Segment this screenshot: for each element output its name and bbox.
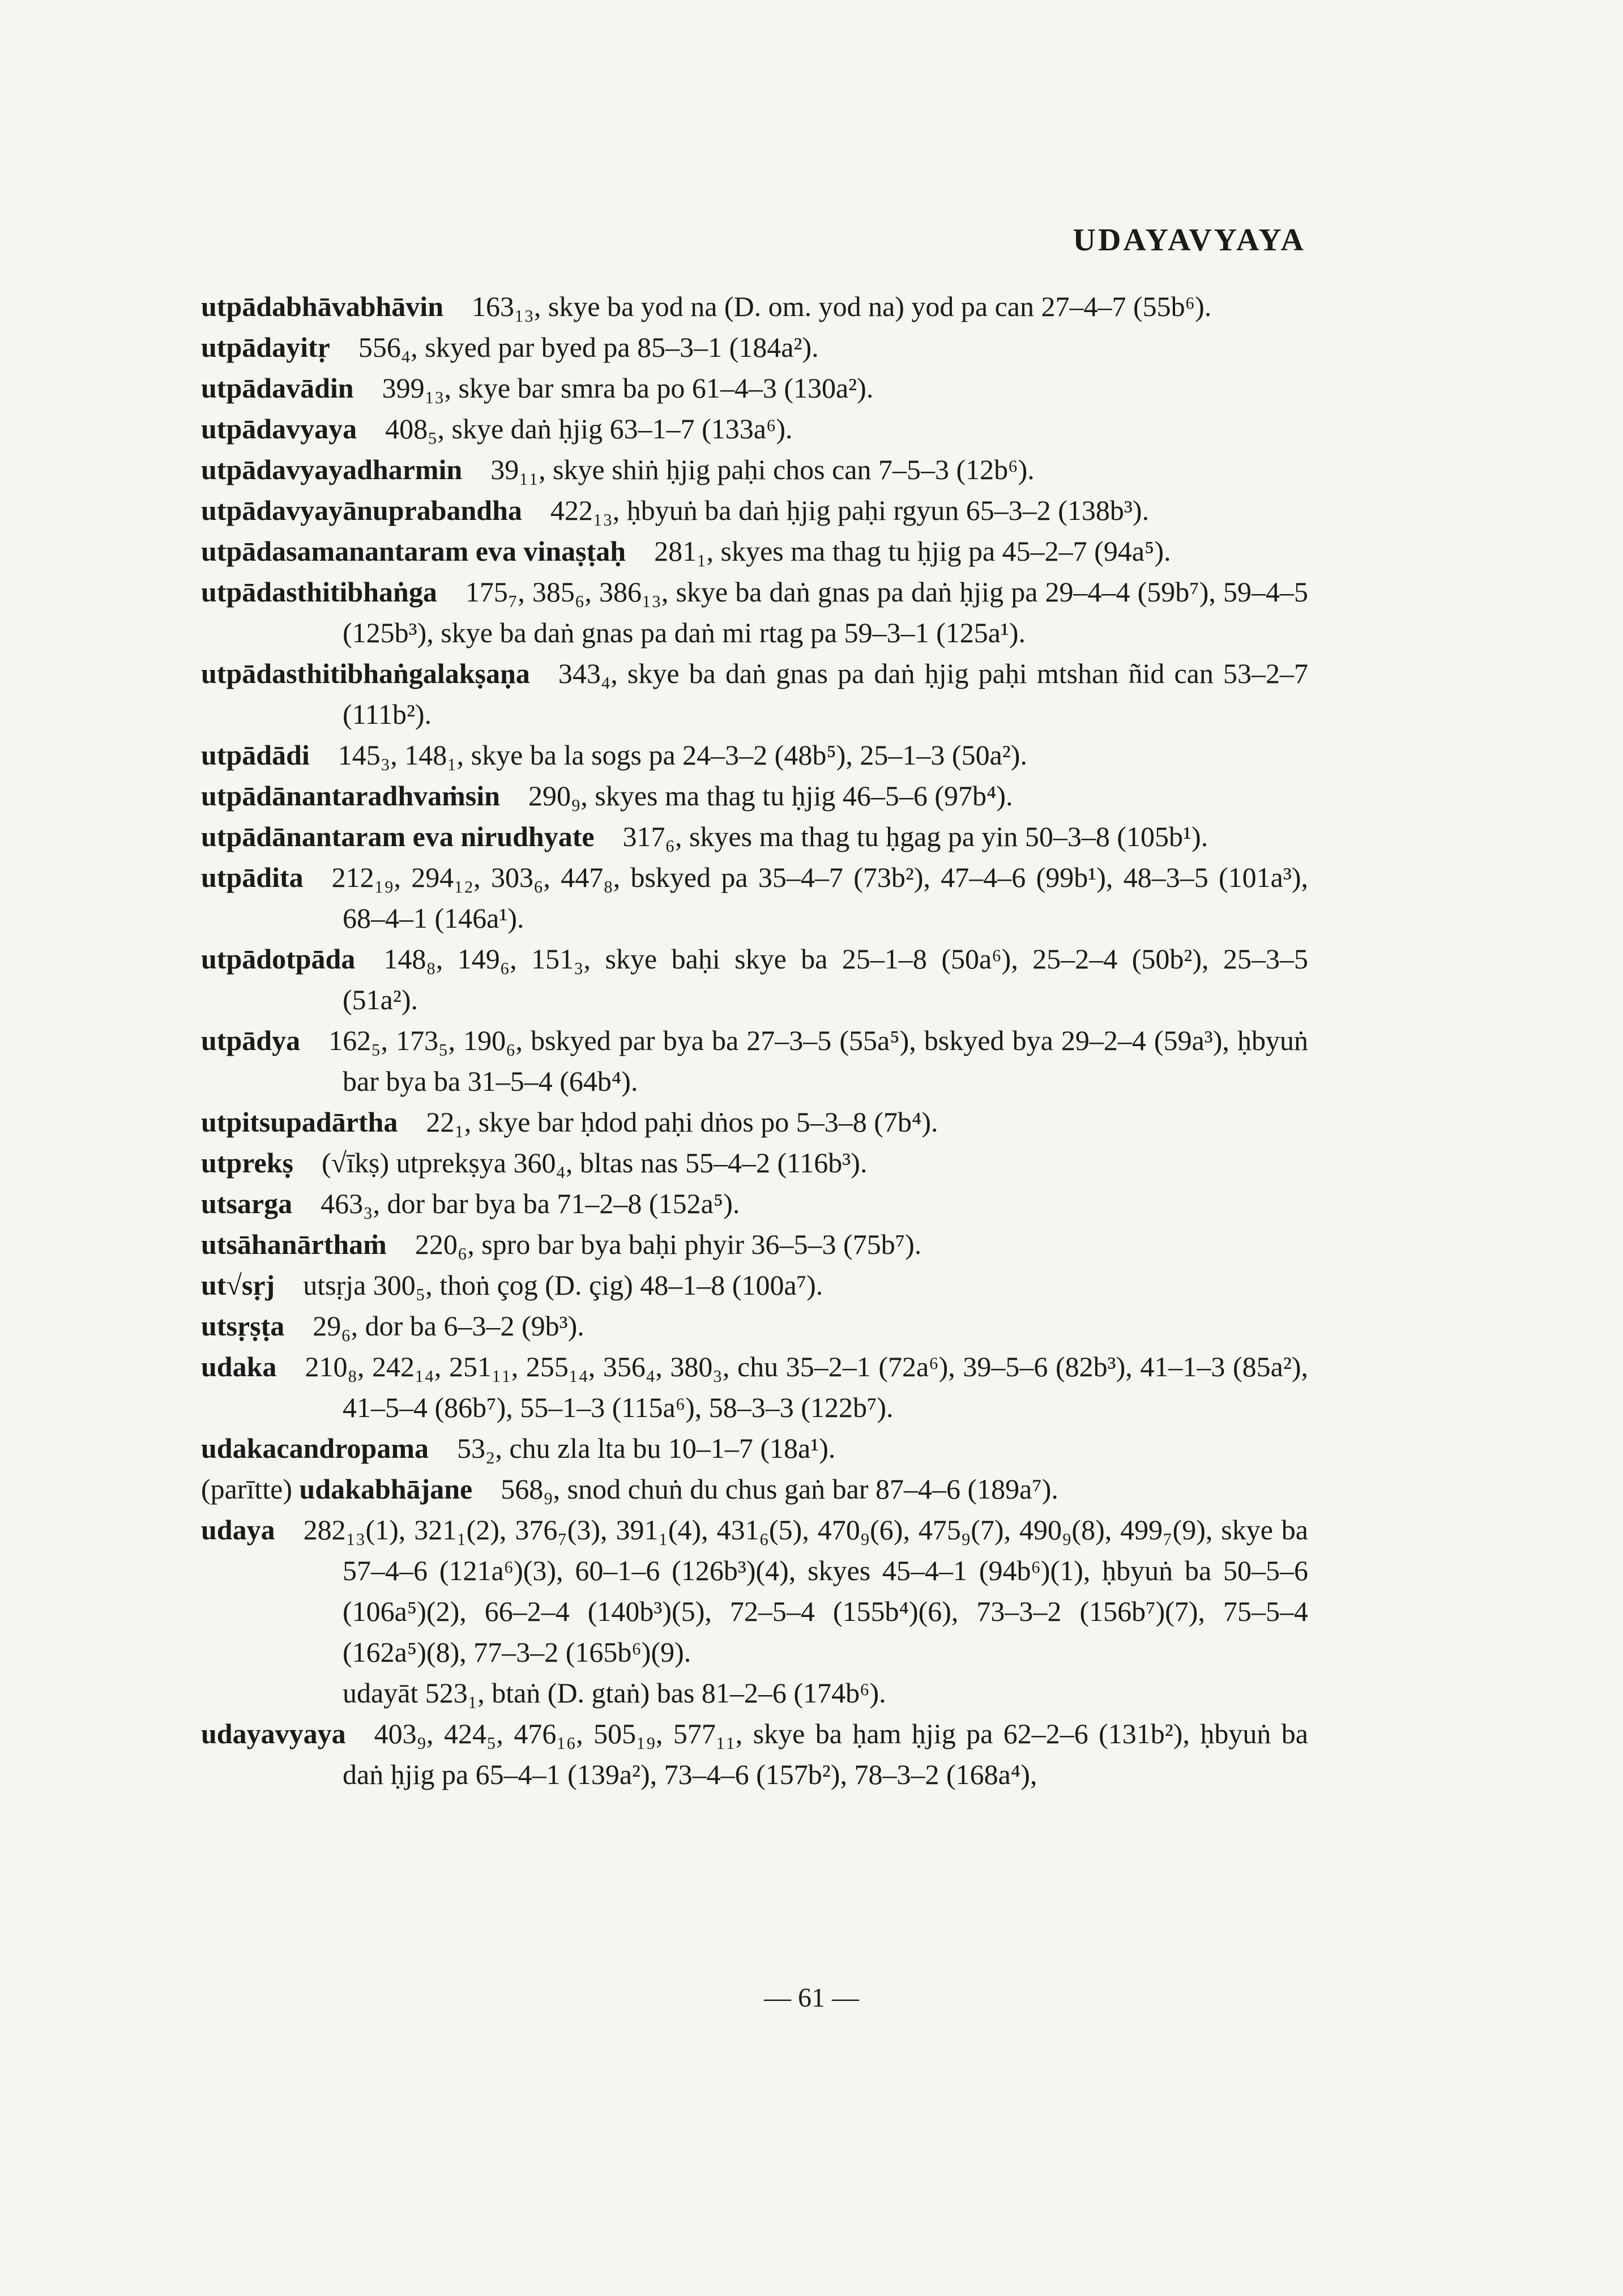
entry-headword: utprekṣ bbox=[201, 1147, 294, 1179]
dictionary-entry bbox=[201, 1346, 1308, 1428]
dictionary-entry bbox=[201, 531, 1308, 571]
dictionary-entry bbox=[201, 775, 1308, 816]
dictionary-entry bbox=[201, 1469, 1308, 1509]
sub-entry bbox=[201, 1672, 1308, 1713]
dictionary-entry bbox=[201, 653, 1308, 735]
entry-body: 39₁₁, skye shiṅ ḥjig paḥi chos can 7–5–3 (12b⁶). bbox=[490, 454, 1035, 485]
dictionary-entry bbox=[201, 857, 1308, 938]
entry-body: 463₃, dor bar bya ba 71–2–8 (152a⁵). bbox=[321, 1188, 740, 1219]
entry-headword: utpitsupadārtha bbox=[201, 1106, 398, 1138]
entry-headword: utpādayitṛ bbox=[201, 331, 330, 363]
entry-body: 290₉, skyes ma thag tu ḥjig 46–5–6 (97b⁴). bbox=[528, 780, 1013, 812]
entry-headword: utpādya bbox=[201, 1025, 301, 1056]
entry-prefix: (parītte) bbox=[201, 1473, 293, 1505]
dictionary-entry bbox=[201, 1713, 1308, 1795]
entry-body: 145₃, 148₁, skye ba la sogs pa 24–3–2 (48b⁵), 25–1–3 (50a²). bbox=[338, 739, 1027, 771]
entry-headword: utpādasthitibhaṅgalakṣaṇa bbox=[201, 658, 530, 689]
entry-body: 163₁₃, skye ba yod na (D. om. yod na) yod pa can 27–4–7 (55b⁶). bbox=[472, 291, 1212, 322]
entry-headword: utpādavyaya bbox=[201, 413, 357, 445]
entry-headword: udaka bbox=[201, 1351, 277, 1382]
dictionary-entry bbox=[201, 1265, 1308, 1305]
page-number: — 61 — bbox=[764, 1983, 859, 2013]
dictionary-entry bbox=[201, 816, 1308, 857]
entry-body: 568₉, snod chuṅ du chus gaṅ bar 87–4–6 (189a⁷). bbox=[501, 1473, 1058, 1505]
entry-body: 162₅, 173₅, 190₆, bskyed par bya ba 27–3–5 (55a⁵), bskyed bya 29–2–4 (59a³), ḥbyuṅ bar bya ba 31–5–4 (64b⁴). bbox=[328, 1025, 1308, 1097]
entry-body: 212₁₉, 294₁₂, 303₆, 447₈, bskyed pa 35–4–7 (73b²), 47–4–6 (99b¹), 48–3–5 (101a³), 68–4–1 (146a¹). bbox=[331, 861, 1308, 934]
entry-headword: udakabhājane bbox=[299, 1473, 473, 1505]
entry-list bbox=[201, 286, 1308, 1795]
dictionary-entry bbox=[201, 286, 1308, 327]
entry-body: 175₇, 385₆, 386₁₃, skye ba daṅ gnas pa daṅ ḥjig pa 29–4–4 (59b⁷), 59–4–5 (125b³), skye ba daṅ gnas pa daṅ mi rtag pa 59–3–1 (125a¹). bbox=[343, 576, 1308, 648]
dictionary-entry bbox=[201, 1509, 1308, 1672]
entry-headword: utsarga bbox=[201, 1188, 293, 1219]
entry-body: 408₅, skye daṅ ḥjig 63–1–7 (133a⁶). bbox=[385, 413, 793, 445]
entry-headword: utpādānantaradhvaṁsin bbox=[201, 780, 500, 812]
entry-body: 282₁₃(1), 321₁(2), 376₇(3), 391₁(4), 431₆(5), 470₉(6), 475₉(7), 490₉(8), 499₇(9), skye ba 57–4–6 (121a⁶)(3), 60–1–6 (126b³)(4), skyes 45–4–1 (94b⁶)(1), ḥbyuṅ ba 50–5–6 (106a⁵)(2), 66–2–4 (140b³)(5), 72–5–4 (155b⁴)(6), 73–3–2 (156b⁷)(7), 75–5–4 (162a⁵)(8), 77–3–2 (165b⁶)(9). bbox=[303, 1514, 1308, 1668]
entry-headword: utpādotpāda bbox=[201, 943, 356, 975]
entry-body: udayāt 523₁, btaṅ (D. gtaṅ) bas 81–2–6 (174b⁶). bbox=[343, 1677, 886, 1709]
entry-headword: utpādānantaram eva nirudhyate bbox=[201, 821, 595, 852]
entry-headword: udakacandropama bbox=[201, 1432, 429, 1464]
entry-headword: utpādavyayānuprabandha bbox=[201, 494, 522, 526]
entry-headword: utpādasamanantaram eva vinaṣṭaḥ bbox=[201, 535, 626, 567]
dictionary-entry bbox=[201, 449, 1308, 490]
entry-body: 403₉, 424₅, 476₁₆, 505₁₉, 577₁₁, skye ba ḥam ḥjig pa 62–2–6 (131b²), ḥbyuṅ ba daṅ ḥjig pa 65–4–1 (139a²), 73–4–6 (157b²), 78–3–2 (168a⁴), bbox=[343, 1718, 1308, 1790]
entry-body: 317₆, skyes ma thag tu ḥgag pa yin 50–3–8 (105b¹). bbox=[622, 821, 1208, 852]
dictionary-entry bbox=[201, 327, 1308, 368]
entry-body: 29₆, dor ba 6–3–2 (9b³). bbox=[313, 1310, 584, 1342]
entry-body: 53₂, chu zla lta bu 10–1–7 (18a¹). bbox=[456, 1432, 836, 1464]
entry-body: 556₄, skyed par byed pa 85–3–1 (184a²). bbox=[358, 331, 819, 363]
entry-body: 148₈, 149₆, 151₃, skye baḥi skye ba 25–1–8 (50a⁶), 25–2–4 (50b²), 25–3–5 (51a²). bbox=[343, 943, 1308, 1015]
dictionary-entry bbox=[201, 1142, 1308, 1183]
entry-headword: utpādādi bbox=[201, 739, 310, 771]
entry-headword: udaya bbox=[201, 1514, 275, 1546]
dictionary-entry bbox=[201, 368, 1308, 408]
dictionary-entry bbox=[201, 1183, 1308, 1224]
entry-headword: udayavyaya bbox=[201, 1718, 346, 1749]
dictionary-entry bbox=[201, 1224, 1308, 1265]
entry-headword: utpādabhāvabhāvin bbox=[201, 291, 444, 322]
dictionary-entry bbox=[201, 571, 1308, 653]
entry-body: 281₁, skyes ma thag tu ḥjig pa 45–2–7 (94a⁵). bbox=[654, 535, 1171, 567]
entry-body: 210₈, 242₁₄, 251₁₁, 255₁₄, 356₄, 380₃, chu 35–2–1 (72a⁶), 39–5–6 (82b³), 41–1–3 (85a²), 41–5–4 (86b⁷), 55–1–3 (115a⁶), 58–3–3 (122b⁷). bbox=[305, 1351, 1308, 1423]
entry-body: utsṛja 300₅, thoṅ çog (D. çig) 48–1–8 (100a⁷). bbox=[303, 1269, 823, 1301]
entry-body: 422₁₃, ḥbyuṅ ba daṅ ḥjig paḥi rgyun 65–3–2 (138b³). bbox=[550, 494, 1150, 526]
entry-headword: ut√sṛj bbox=[201, 1269, 275, 1301]
entry-body: 220₆, spro bar bya baḥi phyir 36–5–3 (75b⁷). bbox=[415, 1228, 922, 1260]
entry-headword: utpādasthitibhaṅga bbox=[201, 576, 437, 608]
entry-headword: utsāhanārthaṁ bbox=[201, 1228, 387, 1260]
dictionary-entry bbox=[201, 490, 1308, 531]
dictionary-entry bbox=[201, 735, 1308, 775]
entry-headword: utsṛṣṭa bbox=[201, 1310, 285, 1342]
entry-body: 22₁, skye bar ḥdod paḥi dṅos po 5–3–8 (7b⁴). bbox=[426, 1106, 938, 1138]
entry-body: (√īkṣ) utprekṣya 360₄, bltas nas 55–4–2 (116b³). bbox=[322, 1147, 868, 1179]
running-head: UDAYAVYAYA bbox=[1073, 223, 1306, 258]
entry-headword: utpādavyayadharmin bbox=[201, 454, 463, 485]
entry-body: 343₄, skye ba daṅ gnas pa daṅ ḥjig paḥi mtshan ñid can 53–2–7 (111b²). bbox=[343, 658, 1308, 730]
dictionary-entry bbox=[201, 1102, 1308, 1142]
dictionary-entry bbox=[201, 408, 1308, 449]
dictionary-entry bbox=[201, 938, 1308, 1020]
entry-headword: utpādavādin bbox=[201, 372, 354, 404]
dictionary-entry bbox=[201, 1305, 1308, 1346]
dictionary-entry bbox=[201, 1428, 1308, 1469]
entry-body: 399₁₃, skye bar smra ba po 61–4–3 (130a²). bbox=[382, 372, 874, 404]
entry-headword: utpādita bbox=[201, 861, 304, 893]
dictionary-entry bbox=[201, 1020, 1308, 1102]
